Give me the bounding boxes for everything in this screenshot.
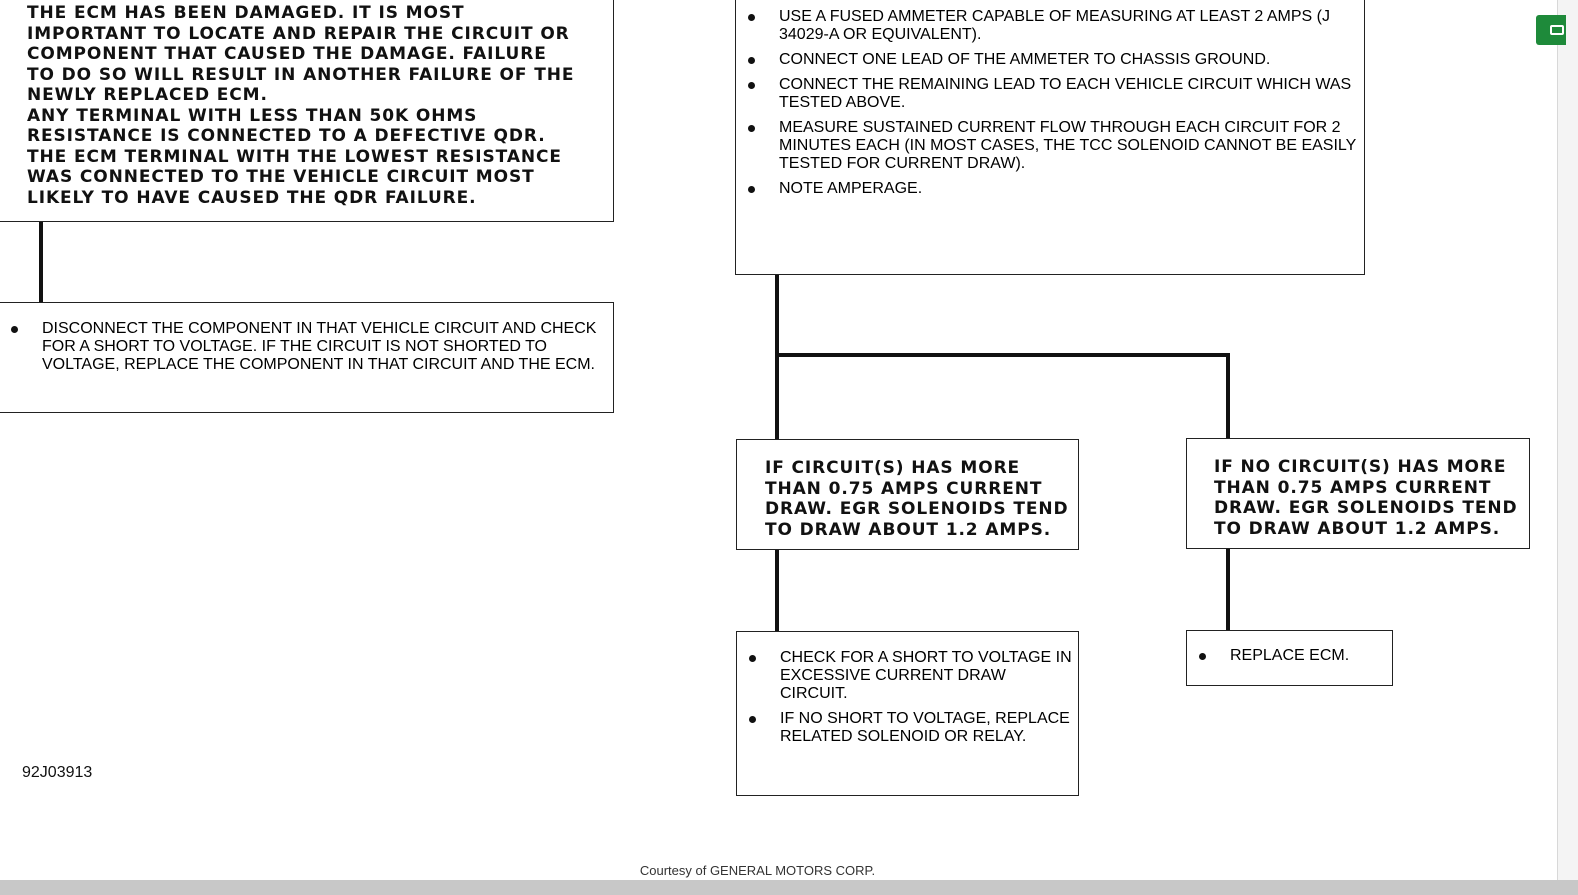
- list-item: USE A FUSED AMMETER CAPABLE OF MEASURING AT LEAST 2 AMPS (J 34029-A OR EQUIVALENT).: [738, 8, 1356, 44]
- list-item: IF NO SHORT TO VOLTAGE, REPLACE RELATED SOLENOID OR RELAY.: [739, 710, 1072, 746]
- box-replace-ecm: [1186, 630, 1393, 686]
- figure-id: 92J03913: [22, 764, 93, 781]
- connector-ecm-to-disconnect: [39, 220, 43, 303]
- list-item: REPLACE ECM.: [1189, 647, 1386, 665]
- connector-branch-horizontal: [775, 353, 1230, 357]
- box-more-than-075-amps: [736, 439, 1079, 550]
- connector-ammeter-down: [775, 274, 779, 440]
- no-draw-text: IF NO CIRCUIT(S) HAS MORE THAN 0.75 AMPS CURRENT DRAW. EGR SOLENOIDS TEND TO DRAW ABOUT 1.2 AMPS.: [1214, 457, 1518, 539]
- box-check-short-to-voltage: [736, 631, 1079, 796]
- list-item: MEASURE SUSTAINED CURRENT FLOW THROUGH EACH CIRCUIT FOR 2 MINUTES EACH (IN MOST CASES, THE TCC SOLENOID CANNOT BE EASILY TESTED FOR CURRENT DRAW).: [738, 119, 1356, 173]
- box-ammeter-procedure: [735, 0, 1365, 275]
- check-short-list: [739, 649, 1072, 746]
- list-item: NOTE AMPERAGE.: [738, 180, 1356, 198]
- box-ecm-damaged: [0, 0, 614, 222]
- horizontal-scrollbar[interactable]: [0, 880, 1578, 895]
- replace-ecm-list: [1189, 647, 1386, 665]
- connector-no-draw-down: [1226, 547, 1230, 631]
- box-disconnect-component: [0, 302, 614, 413]
- vertical-scrollbar[interactable]: [1557, 0, 1578, 880]
- connector-more-draw-down: [775, 548, 779, 632]
- more-draw-text: IF CIRCUIT(S) HAS MORE THAN 0.75 AMPS CURRENT DRAW. EGR SOLENOIDS TEND TO DRAW ABOUT 1.2 AMPS.: [765, 458, 1069, 540]
- list-item: CONNECT ONE LEAD OF THE AMMETER TO CHASSIS GROUND.: [738, 51, 1356, 69]
- list-item: CONNECT THE REMAINING LEAD TO EACH VEHICLE CIRCUIT WHICH WAS TESTED ABOVE.: [738, 76, 1356, 112]
- courtesy-caption: Courtesy of GENERAL MOTORS CORP.: [639, 863, 876, 878]
- connector-branch-right-down: [1226, 353, 1230, 439]
- disconnect-list: [1, 320, 605, 374]
- printer-icon[interactable]: [1536, 15, 1566, 45]
- list-item: DISCONNECT THE COMPONENT IN THAT VEHICLE CIRCUIT AND CHECK FOR A SHORT TO VOLTAGE. IF THE CIRCUIT IS NOT SHORTED TO VOLTAGE, REPLACE THE COMPONENT IN THAT CIRCUIT AND THE ECM.: [1, 320, 605, 374]
- list-item: CHECK FOR A SHORT TO VOLTAGE IN EXCESSIVE CURRENT DRAW CIRCUIT.: [739, 649, 1072, 703]
- ecm-damaged-text: THE ECM HAS BEEN DAMAGED. IT IS MOST IMPORTANT TO LOCATE AND REPAIR THE CIRCUIT OR COMPONENT THAT CAUSED THE DAMAGE. FAILURE TO DO SO WILL RESULT IN ANOTHER FAILURE OF THE NEWLY REPLACED ECM. ANY TERMINAL WITH LESS THAN 50K OHMS RESISTANCE IS CONNECTED TO A DEFECTIVE QDR. THE ECM TERMINAL WITH THE LOWEST RESISTANCE WAS CONNECTED TO THE VEHICLE CIRCUIT MOST LIKELY TO HAVE CAUSED THE QDR FAILURE.: [27, 3, 575, 208]
- box-no-circuit-more-than-075-amps: [1186, 438, 1530, 549]
- ammeter-steps-list: [738, 8, 1356, 198]
